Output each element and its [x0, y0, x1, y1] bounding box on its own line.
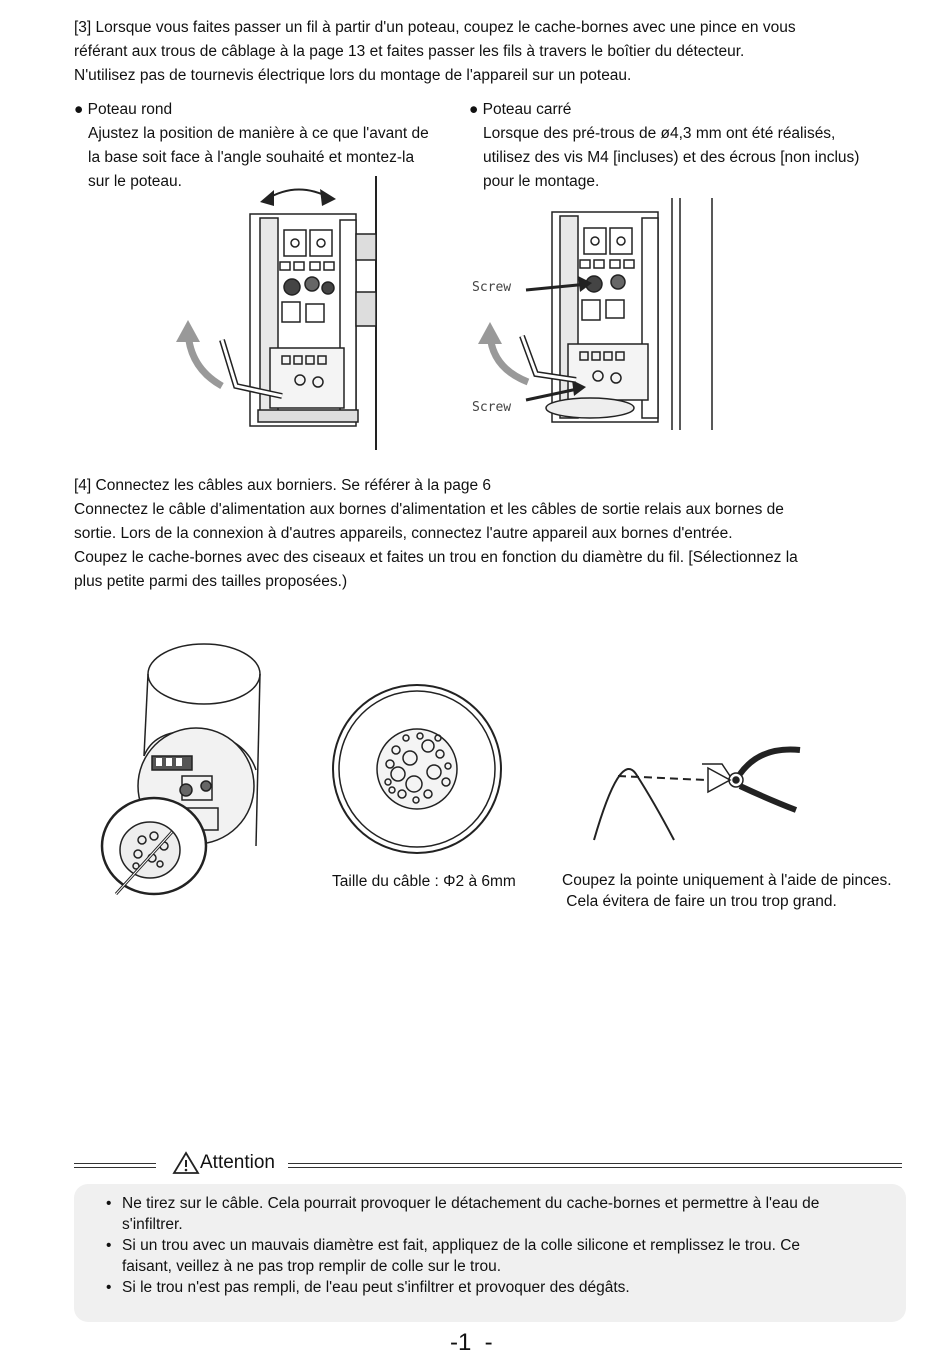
square-pole-line-2: utilisez des vis M4 [incluses) et des écrous [non inclus)	[483, 149, 860, 166]
round-pole-title: ● Poteau rond	[74, 101, 173, 118]
section-4-line-1: [4] Connectez les câbles aux borniers. Se référer à la page 6	[74, 477, 492, 494]
section-4	[74, 474, 798, 594]
square-pole-block	[469, 98, 859, 194]
round-pole-line-1: Ajustez la position de manière à ce que l'avant de	[88, 125, 429, 142]
section-4-line-5: plus petite parmi des tailles proposées.)	[74, 573, 348, 590]
attention-box	[74, 1184, 906, 1322]
page-number: -1 -	[450, 1329, 493, 1356]
cut-caption-line-1: Coupez la pointe uniquement à l'aide de pinces.	[562, 872, 892, 889]
cut-caption	[562, 870, 892, 912]
square-pole-line-1: Lorsque des pré-trous de ø4,3 mm ont été réalisés,	[483, 125, 836, 142]
section-3-line-1: [3] Lorsque vous faites passer un fil à partir d'un poteau, coupez le cache-bornes avec une pince en vous	[74, 19, 796, 36]
square-pole-line-3: pour le montage.	[483, 173, 600, 190]
attention-list	[106, 1193, 819, 1298]
square-pole-figure	[470, 194, 720, 434]
attention-rule-left	[74, 1163, 156, 1168]
attention-item: • Ne tirez sur le câble. Cela pourrait provoquer le détachement du cache-bornes et permettre à l'eau de s'infiltrer.	[106, 1195, 820, 1233]
section-4-line-3: sortie. Lors de la connexion à d'autres appareils, connectez l'autre appareil aux bornes d'entrée.	[74, 525, 733, 542]
attention-item: • Si le trou n'est pas rempli, de l'eau peut s'infiltrer et provoquer des dégâts.	[106, 1279, 630, 1296]
screw-label-top: Screw	[472, 280, 512, 295]
section-4-line-2: Connectez le câble d'alimentation aux bornes d'alimentation et les câbles de sortie relais aux bornes de	[74, 501, 784, 518]
round-pole-line-2: la base soit face à l'angle souhaité et montez-la	[88, 149, 415, 166]
section-3-line-2: référant aux trous de câblage à la page 13 et faites passer les fils à travers le boîtier du détecteur.	[74, 43, 745, 60]
square-pole-title: ● Poteau carré	[469, 101, 572, 118]
detector-cylinder-figure	[96, 636, 266, 898]
attention-item: • Si un trou avec un mauvais diamètre est fait, appliquez de la colle silicone et remplissez le trou. Ce faisant, veillez à ne pas trop remplir de colle sur le trou.	[106, 1237, 801, 1275]
attention-title: Attention	[200, 1152, 275, 1173]
screw-label-bottom: Screw	[472, 400, 512, 415]
attention-header	[172, 1150, 275, 1176]
terminal-cover-figure	[330, 680, 504, 858]
section-4-line-4: Coupez le cache-bornes avec des ciseaux et faites un trou en fonction du diamètre du fil. [Sélectionnez la	[74, 549, 798, 566]
cut-caption-line-2: Cela évitera de faire un trou trop grand.	[562, 893, 837, 910]
round-pole-line-3: sur le poteau.	[88, 173, 182, 190]
warning-triangle-icon	[172, 1151, 200, 1175]
attention-rule-right	[288, 1163, 902, 1168]
section-3-line-3: N'utilisez pas de tournevis électrique lors du montage de l'appareil sur un poteau.	[74, 67, 632, 84]
round-pole-figure	[170, 172, 400, 454]
section-3-intro	[74, 16, 796, 88]
cable-size-caption: Taille du câble : Φ2 à 6mm	[332, 873, 516, 890]
pliers-cut-figure	[590, 740, 810, 844]
